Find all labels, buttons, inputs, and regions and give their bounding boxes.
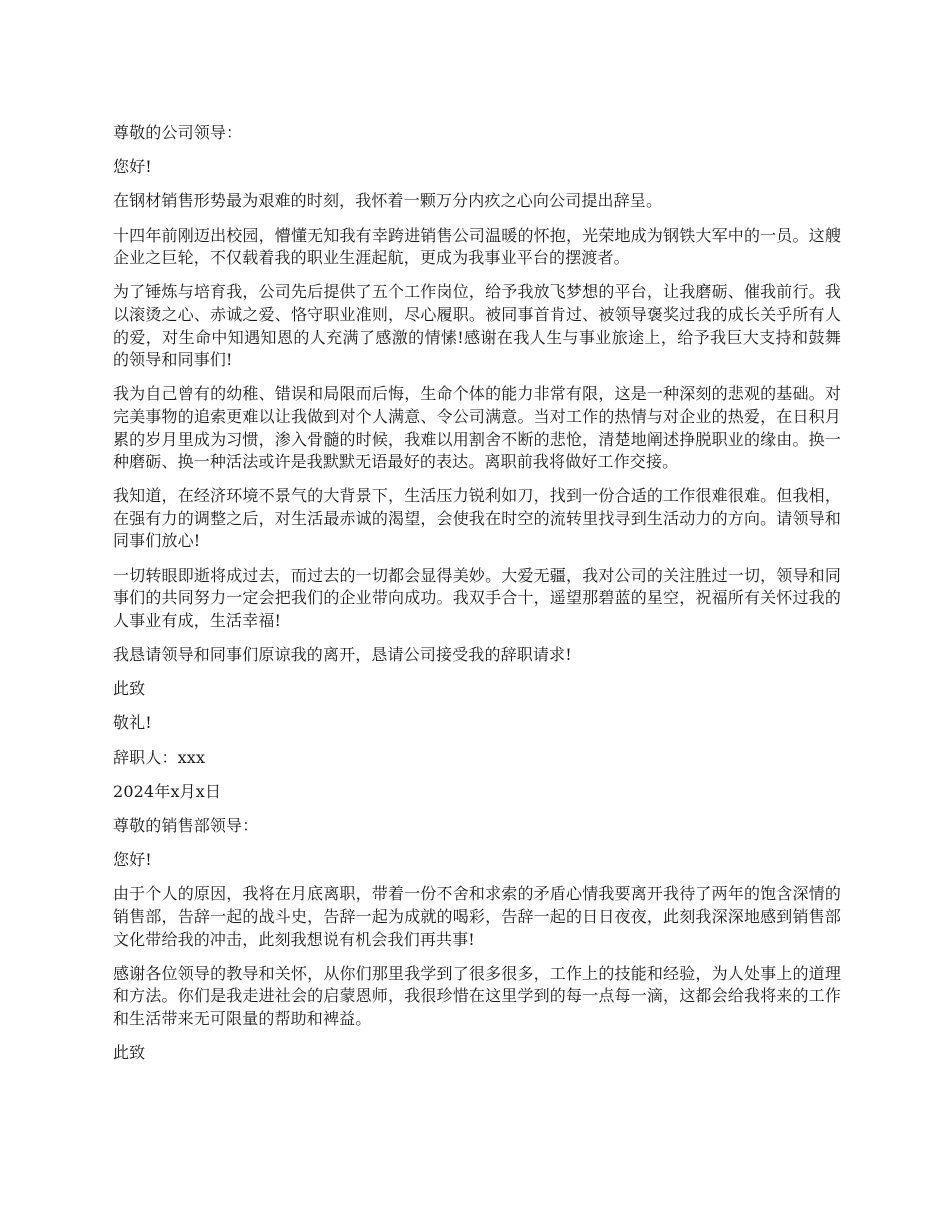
letter1-paragraph-3: 为了锤炼与培育我，公司先后提供了五个工作岗位，给予我放飞梦想的平台，让我磨砺、催我前行。我以滚烫之心、赤诚之爱、恪守职业准则，尽心履职。被同事首肯过、被领导褒奖过我的成长关乎所有人的爱，对生命中知遇知恩的人充满了感激的情愫!感谢在我人生与事业旅途上，给予我巨大支持和鼓舞的领导和同事们! <box>113 282 841 370</box>
letter1-closing-1: 此致 <box>113 679 146 699</box>
letter2-paragraph-2: 感谢各位领导的教导和关怀，从你们那里我学到了很多很多，工作上的技能和经验，为人处事上的道理和方法。你们是我走进社会的启蒙恩师，我很珍惜在这里学到的每一点每一滴，这都会给我将来的工作和生活带来无可限量的帮助和裨益。 <box>113 963 841 1028</box>
letter2-closing-1: 此致 <box>113 1043 146 1063</box>
letter1-paragraph-1: 在钢材销售形势最为艰难的时刻，我怀着一颗万分内疚之心向公司提出辞呈。 <box>113 191 663 211</box>
document-body <box>113 122 841 1076</box>
letter2-salutation: 尊敬的销售部领导： <box>113 815 259 835</box>
letter1-paragraph-5: 我知道，在经济环境不景气的大背景下，生活压力锐利如刀，找到一份合适的工作很难很难。但我相，在强有力的调整之后，对生活最赤诚的渴望，会使我在时空的流转里找寻到生活动力的方向。请领导和同事们放心! <box>113 486 841 551</box>
letter1-greeting: 您好! <box>113 157 152 177</box>
letter1-paragraph-7: 我恳请领导和同事们原谅我的离开，恳请公司接受我的辞职请求! <box>113 645 572 665</box>
letter2-greeting: 您好! <box>113 850 152 870</box>
letter1-closing-2: 敬礼! <box>113 713 152 733</box>
letter2-paragraph-1: 由于个人的原因，我将在月底离职，带着一份不舍和求索的矛盾心情我要离开我待了两年的饱含深情的销售部，告辞一起的战斗史，告辞一起为成就的喝彩，告辞一起的日日夜夜，此刻我深深地感到销售部文化带给我的冲击，此刻我想说有机会我们再共事! <box>113 884 841 949</box>
letter1-signature: 辞职人：xxx <box>113 747 206 767</box>
letter1-date: 2024年x月x日 <box>113 781 222 801</box>
letter1-salutation: 尊敬的公司领导： <box>113 123 243 142</box>
letter1-paragraph-2: 十四年前刚迈出校园，懵懂无知我有幸跨进销售公司温暖的怀抱，光荣地成为钢铁大军中的一员。这艘企业之巨轮，不仅载着我的职业生涯起航，更成为我事业平台的摆渡者。 <box>113 225 841 268</box>
letter1-paragraph-6: 一切转眼即逝将成过去，而过去的一切都会显得美妙。大爱无疆，我对公司的关注胜过一切，领导和同事们的共同努力一定会把我们的企业带向成功。我双手合十，遥望那碧蓝的星空，祝福所有关怀过我的人事业有成，生活幸福! <box>113 565 841 630</box>
letter1-paragraph-4: 我为自己曾有的幼稚、错误和局限而后悔，生命个体的能力非常有限，这是一种深刻的悲观的基础。对完美事物的追索更难以让我做到对个人满意、令公司满意。当对工作的热情与对企业的热爱，在日积月累的岁月里成为习惯，渗入骨髓的时候，我难以用割舍不断的悲怆，清楚地阐述挣脱职业的缘由。换一种磨砺、换一种活法或许是我默默无语最好的表达。离职前我将做好工作交接。 <box>113 384 841 472</box>
